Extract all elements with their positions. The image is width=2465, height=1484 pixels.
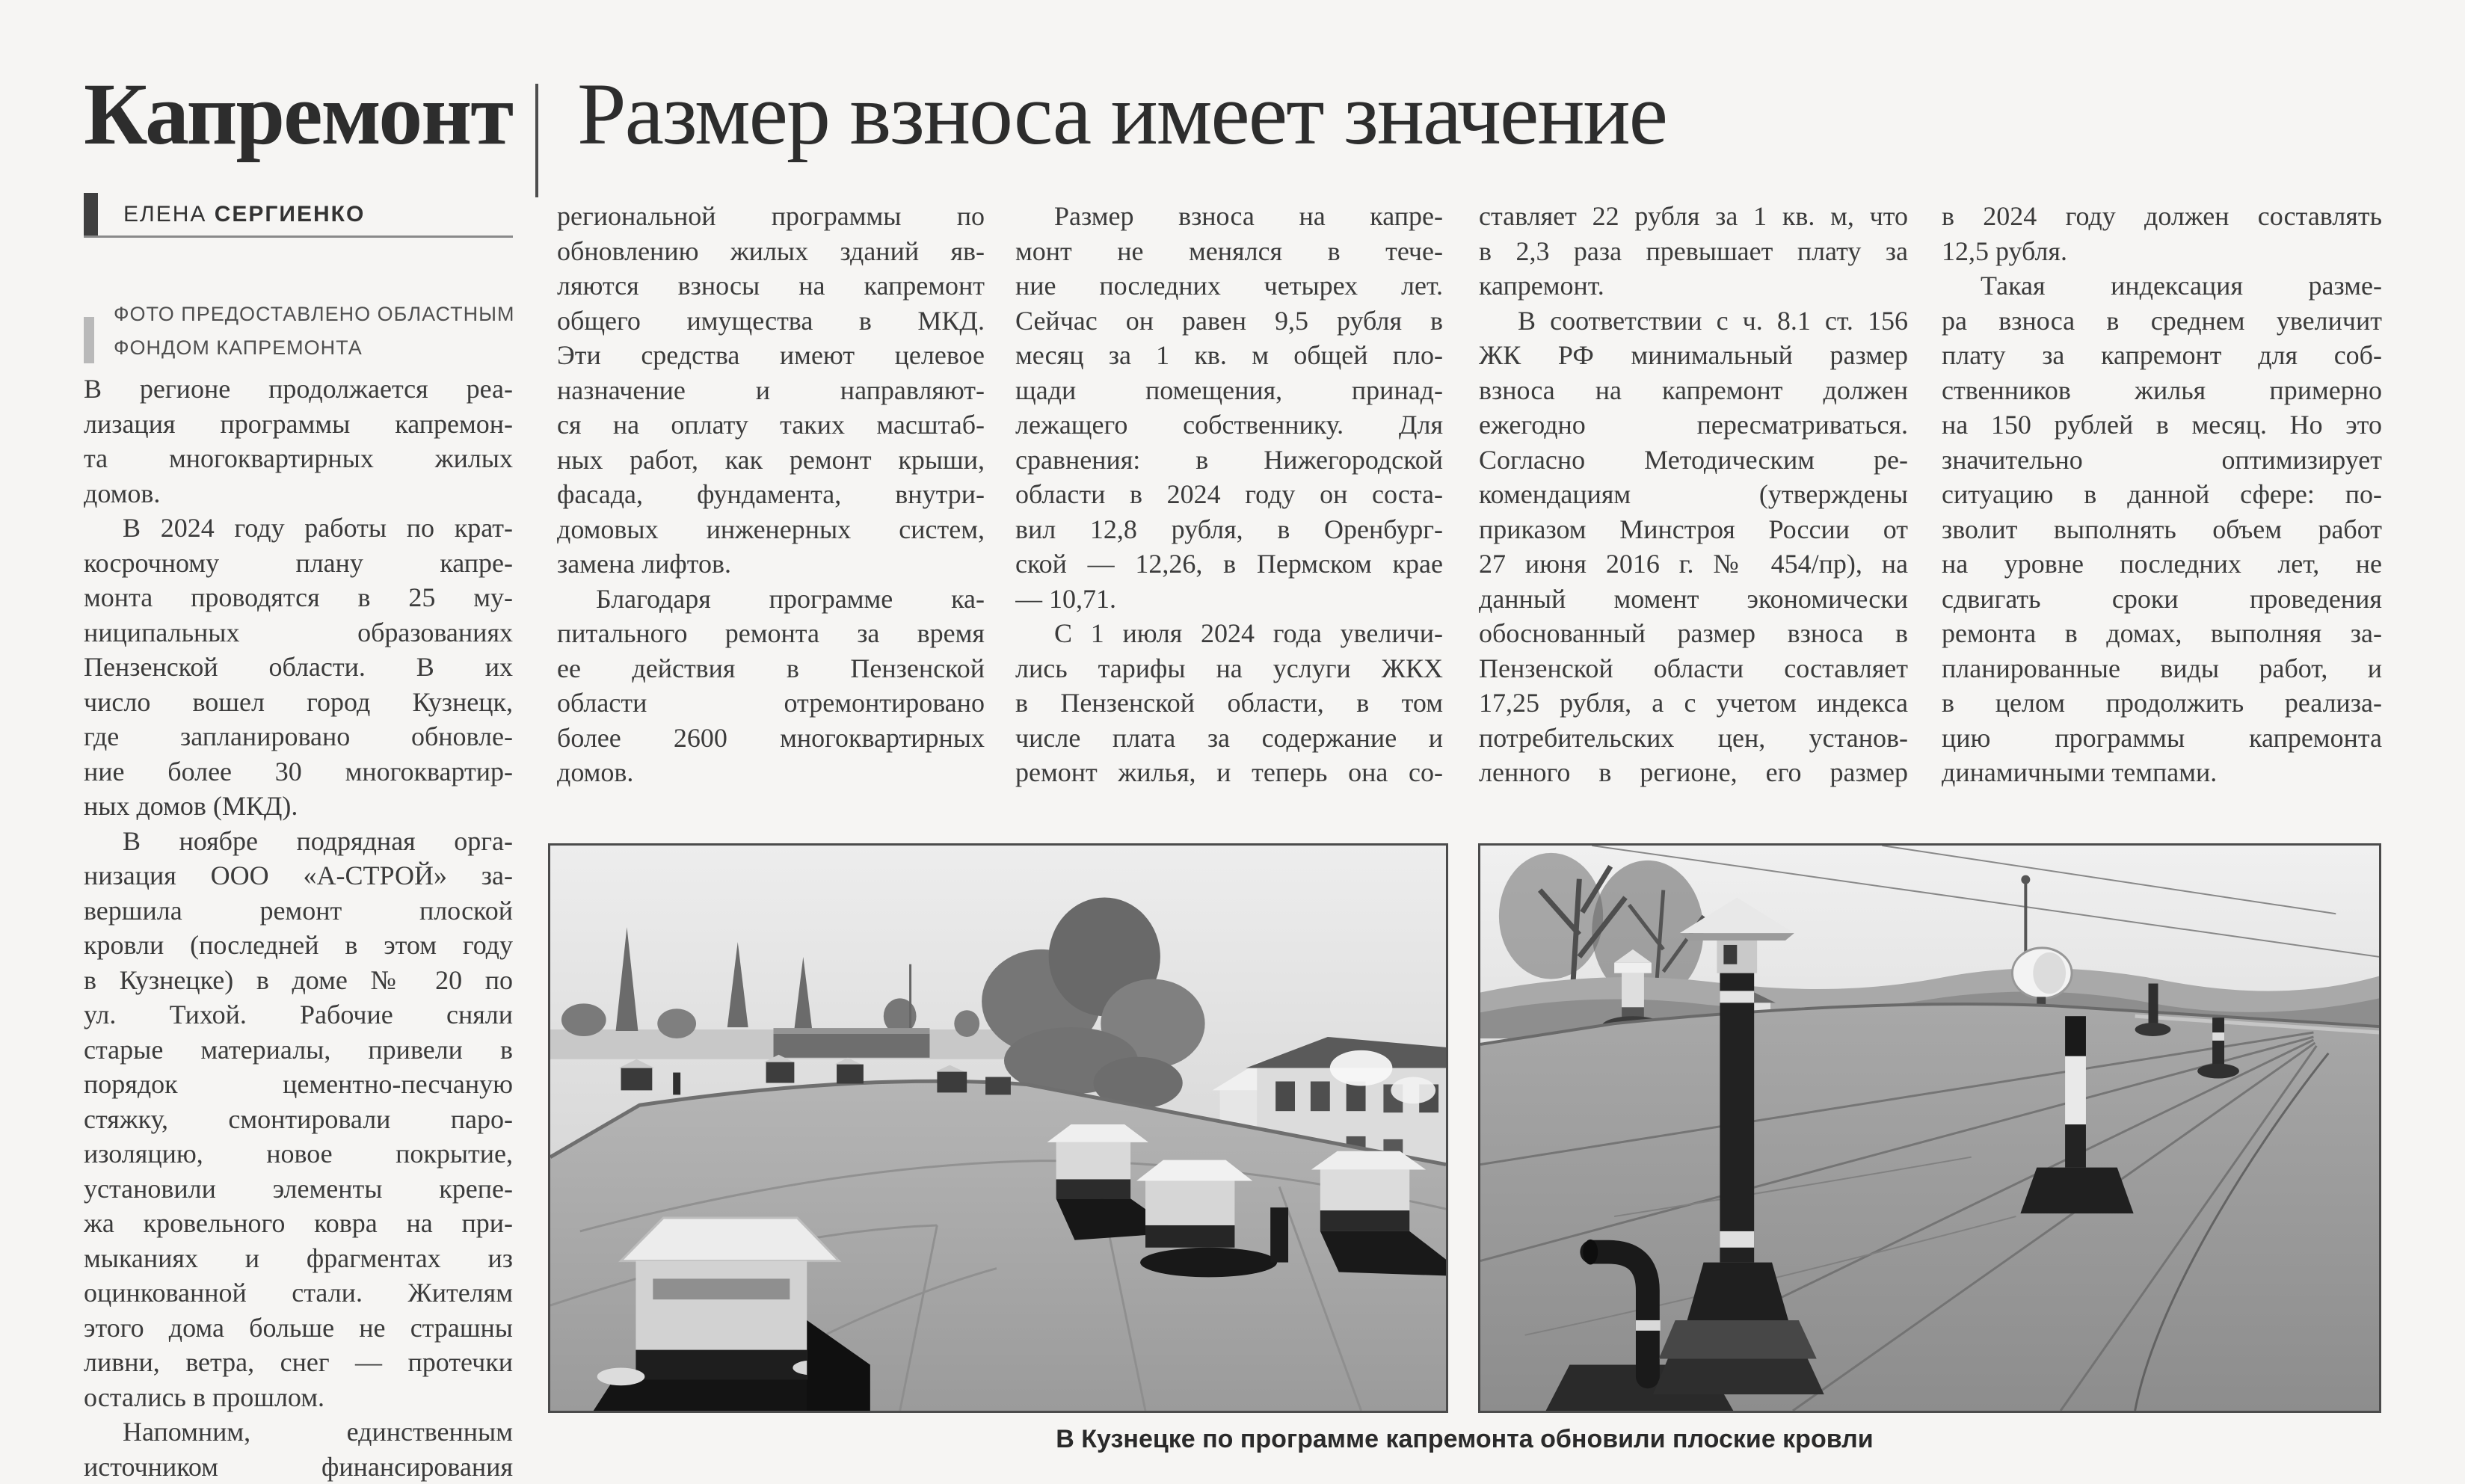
article-line: ра взноса в среднем увеличит <box>1942 305 2382 336</box>
article-line: домовых инженерных систем, <box>557 514 985 544</box>
article-line: ленного в регионе, его размер <box>1479 757 1908 787</box>
article-line: питального ремонта за время <box>557 618 985 648</box>
article-line: более 2600 многоквартирных <box>557 722 985 753</box>
byline <box>123 193 365 235</box>
article-line: назначение и направляют- <box>557 375 985 405</box>
article-line: приказом Минстроя России от <box>1479 514 1908 544</box>
article-line: стяжку, смонтировали паро- <box>84 1103 513 1134</box>
photo-credit <box>114 298 532 365</box>
article-line: 12,5 рубля. <box>1942 235 2067 266</box>
article-line: ремонт жилья, и теперь она со- <box>1015 757 1443 787</box>
article-line: ул. Тихой. Рабочие сняли <box>84 1000 513 1029</box>
article-line: ных работ, как ремонт крыши, <box>557 444 985 475</box>
article-line: в Пензенской области, в том <box>1015 688 1443 718</box>
article-line: в 2024 году должен составлять <box>1942 201 2382 231</box>
article-line: области в 2024 году он соста- <box>1015 479 1443 509</box>
article-line: Размер взноса на капре- <box>1054 201 1443 231</box>
article-line: фасада, фундамента, внутри- <box>557 479 985 509</box>
article-line: числе плата за содержание и <box>1015 722 1443 753</box>
article-line: обоснованный размер взноса в <box>1479 618 1908 648</box>
article-column-3 <box>1015 199 1443 797</box>
article-line: на уровне последних лет, не <box>1942 549 2382 579</box>
article-line: данный момент экономически <box>1479 583 1908 614</box>
article-line: Согласно Методическим ре- <box>1479 444 1908 475</box>
article-line: на 150 рублей в месяц. Но это <box>1942 410 2382 440</box>
article-line: та многоквартирных жилых <box>84 443 513 473</box>
article-line: Напомним, единственным <box>123 1417 513 1447</box>
roof-photo-right <box>1478 843 2381 1413</box>
article-line: в целом продолжить реализа- <box>1942 688 2382 718</box>
article-line: ственников жилья примерно <box>1942 375 2382 405</box>
article-line: косрочному плану капре- <box>84 547 513 578</box>
article-line: лизация программы капремон- <box>84 408 513 439</box>
article-line: домов. <box>84 478 161 508</box>
article-line: установили элементы крепе- <box>84 1173 513 1204</box>
article-line: динамичными темпами. <box>1942 757 2218 787</box>
article-line: зволит выполнять объем работ <box>1942 514 2382 544</box>
article-line: сдвигать сроки проведения <box>1942 583 2382 614</box>
article-line: в Кузнецке) в доме № 20 по <box>84 964 513 995</box>
byline-rule <box>84 235 513 238</box>
author-last-name: СЕРГИЕНКО <box>214 202 366 227</box>
article-line: Пензенской области составляет <box>1479 653 1908 683</box>
article-line: В 2024 году работы по крат- <box>123 513 513 543</box>
sun-glare <box>1330 1050 1393 1086</box>
article-line: В соответствии с ч. 8.1 ст. 156 <box>1518 305 1908 336</box>
article-line: этого дома больше не страшны <box>84 1312 513 1343</box>
article-line: потребительских цен, установ- <box>1479 722 1908 753</box>
article-line: лежащего собственнику. Для <box>1015 410 1443 440</box>
article-line: ние последних четырех лет. <box>1015 271 1443 301</box>
section-kicker: Капремонт <box>84 65 513 163</box>
article-line: комендациям (утверждены <box>1479 479 1908 509</box>
article-line: планированные виды работ, и <box>1942 653 2382 683</box>
article-line: остались в прошлом. <box>84 1382 325 1412</box>
article-column-2 <box>557 199 985 797</box>
article-line: ее действия в Пензенской <box>557 653 985 683</box>
article-line: монта проводятся в 25 му- <box>84 582 513 612</box>
article-line: старые материалы, привели в <box>84 1034 513 1065</box>
roof-photo-right-image <box>1480 846 2379 1411</box>
photo-credit-line: ФОТО ПРЕДОСТАВЛЕНО ОБЛАСТНЫМ <box>114 303 515 325</box>
mortar-patch <box>597 1367 645 1385</box>
article-line: число вошел город Кузнецк, <box>84 686 513 717</box>
article-line: замена лифтов. <box>557 549 732 579</box>
article-line: кровли (последней в этом году <box>84 930 513 960</box>
article-line: оцинкованной стали. Жителям <box>84 1278 513 1308</box>
article-line: Эти средства имеют целевое <box>557 340 985 370</box>
article-line: в 2,3 раза превышает плату за <box>1479 235 1908 266</box>
article-line: ниципальных образованиях <box>84 617 513 647</box>
article-line: жа кровельного ковра на при- <box>84 1208 513 1238</box>
article-line: ся на оплату таких масштаб- <box>557 410 985 440</box>
article-line: месяц за 1 кв. м общей пло- <box>1015 340 1443 370</box>
article-line: ливни, ветра, снег — протечки <box>84 1347 513 1377</box>
article-line: области отремонтировано <box>557 688 985 718</box>
article-line: низация ООО «А-СТРОЙ» за- <box>84 860 513 890</box>
article-column-1 <box>84 372 513 1484</box>
article-line: Благодаря программе ка- <box>596 583 985 614</box>
article-line: Сейчас он равен 9,5 рубля в <box>1015 305 1443 336</box>
article-line: ремонта в домах, выполняя за- <box>1942 618 2382 648</box>
article-line: В регионе продолжается реа- <box>84 374 513 404</box>
photo-credit-bar <box>84 317 94 363</box>
article-line: ситуацию в данной сфере: по- <box>1942 479 2382 509</box>
article-line: региональной программы по <box>557 201 985 231</box>
article-line: ляются взносы на капремонт <box>557 271 985 301</box>
black-pipe <box>1270 1207 1288 1262</box>
flat-roof-surface <box>1480 1004 2379 1411</box>
article-line: лись тарифы на услуги ЖКХ <box>1015 653 1443 683</box>
article-line: сравнения: в Нижегородской <box>1015 444 1443 475</box>
article-line: 27 июня 2016 г. № 454/пр), на <box>1479 549 1908 579</box>
photo-credit-line: ФОНДОМ КАПРЕМОНТА <box>114 336 363 359</box>
article-line: мыканиях и фрагментах из <box>84 1243 513 1273</box>
article-line: Такая индексация разме- <box>1981 271 2382 301</box>
header-divider <box>535 84 538 197</box>
article-line: цию программы капремонта <box>1942 722 2382 753</box>
article-line: ставляет 22 рубля за 1 кв. м, что <box>1479 201 1908 231</box>
article-line: изоляцию, новое покрытие, <box>84 1139 513 1169</box>
article-line: плату за капремонт для соб- <box>1942 340 2382 370</box>
article-line: источником финансирования <box>84 1451 513 1482</box>
article-line: ежегодно пересматриваться. <box>1479 410 1908 440</box>
article-line: — 10,71. <box>1015 583 1116 614</box>
article-line: монт не менялся в тече- <box>1015 235 1443 266</box>
article-line: Пензенской области. В их <box>84 652 513 682</box>
article-line: капремонт. <box>1479 271 1604 301</box>
roof-photo-left-image <box>550 846 1446 1411</box>
article-line: щади помещения, принад- <box>1015 375 1443 405</box>
article-headline: Размер взноса имеет значение <box>577 65 1667 163</box>
article-line: где запланировано обновле- <box>84 721 513 751</box>
article-line: В ноябре подрядная орга- <box>123 825 513 856</box>
article-line: общего имущества в МКД. <box>557 305 985 336</box>
article-line: С 1 июля 2024 года увеличи- <box>1054 618 1443 648</box>
article-column-4 <box>1479 199 1908 797</box>
article-line: 17,25 рубля, а с учетом индекса <box>1479 688 1908 718</box>
article-line: вил 12,8 рубля, в Оренбург- <box>1015 514 1443 544</box>
article-line: ных домов (МКД). <box>84 791 298 821</box>
article-line: домов. <box>557 757 634 787</box>
article-line: значительно оптимизирует <box>1942 444 2382 475</box>
article-line: вершила ремонт плоской <box>84 895 513 926</box>
roof-photo-left <box>548 843 1448 1413</box>
article-line: порядок цементно-песчаную <box>84 1069 513 1099</box>
article-line: взноса на капремонт должен <box>1479 375 1908 405</box>
article-line: ние более 30 многоквартир- <box>84 756 513 786</box>
distant-building <box>774 1028 930 1058</box>
photo-caption: В Кузнецке по программе капремонта обновили плоские кровли <box>1056 1425 1874 1453</box>
article-line: обновлению жилых зданий яв- <box>557 235 985 266</box>
article-line: ЖК РФ минимальный размер <box>1479 340 1908 370</box>
sun-glare <box>1391 1077 1435 1104</box>
article-line: ской — 12,26, в Пермском крае <box>1015 549 1443 579</box>
byline-accent-bar <box>84 193 98 235</box>
author-first-name: ЕЛЕНА <box>123 202 207 227</box>
article-column-5 <box>1942 199 2382 797</box>
